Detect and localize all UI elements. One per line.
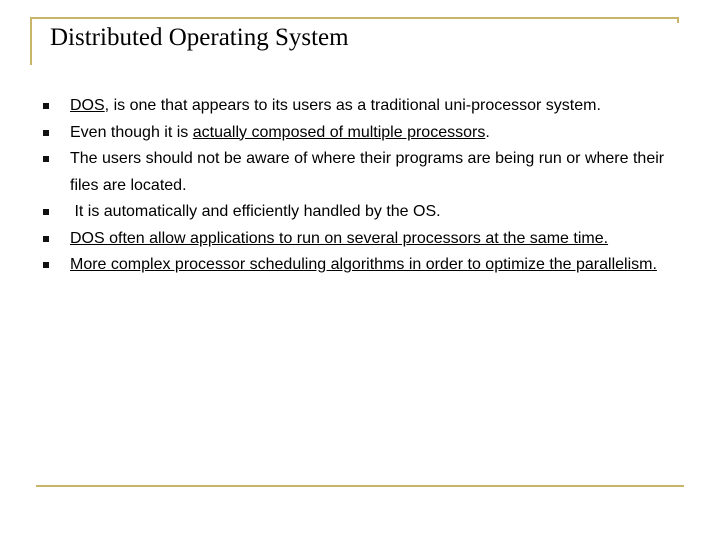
bullet-text-link[interactable]: DOS: [70, 97, 105, 114]
bullet-text: , is one that appears to its users as a traditional uni-processor system.: [104, 97, 601, 114]
bullet-text: It is automatically and efficiently handled by the OS.: [70, 203, 441, 220]
bullet-text: Even though it is: [70, 123, 193, 141]
bullet-item: [40, 146, 690, 199]
bullet-item: [40, 120, 690, 147]
title-frame-top-rule: [30, 17, 678, 19]
title-frame-right-rule: [677, 17, 679, 23]
square-bullet-icon: [43, 130, 49, 136]
square-bullet-icon: [43, 236, 49, 242]
bullet-item: [40, 252, 690, 279]
bullet-text: The users should not be aware of where their programs are being run or where their files are located.: [70, 150, 665, 194]
bullet-item: [40, 93, 690, 120]
bullet-item: [40, 226, 690, 253]
bullet-list: [40, 93, 690, 279]
bullet-text: .: [485, 123, 490, 141]
square-bullet-icon: [43, 209, 49, 215]
title-frame-left-rule: [30, 17, 32, 65]
square-bullet-icon: [43, 156, 49, 162]
square-bullet-icon: [43, 103, 49, 109]
bullet-text-link[interactable]: actually composed of multiple processors: [192, 123, 486, 141]
square-bullet-icon: [43, 262, 49, 268]
slide-title: Distributed Operating System: [50, 24, 349, 51]
bullet-text-link[interactable]: More complex processor scheduling algorithms in order to optimize the parallelism.: [70, 256, 657, 273]
bullet-text-link[interactable]: DOS often allow applications to run on several processors at the same time.: [70, 229, 609, 247]
footer-rule: [36, 485, 684, 487]
bullet-item: [40, 199, 690, 226]
